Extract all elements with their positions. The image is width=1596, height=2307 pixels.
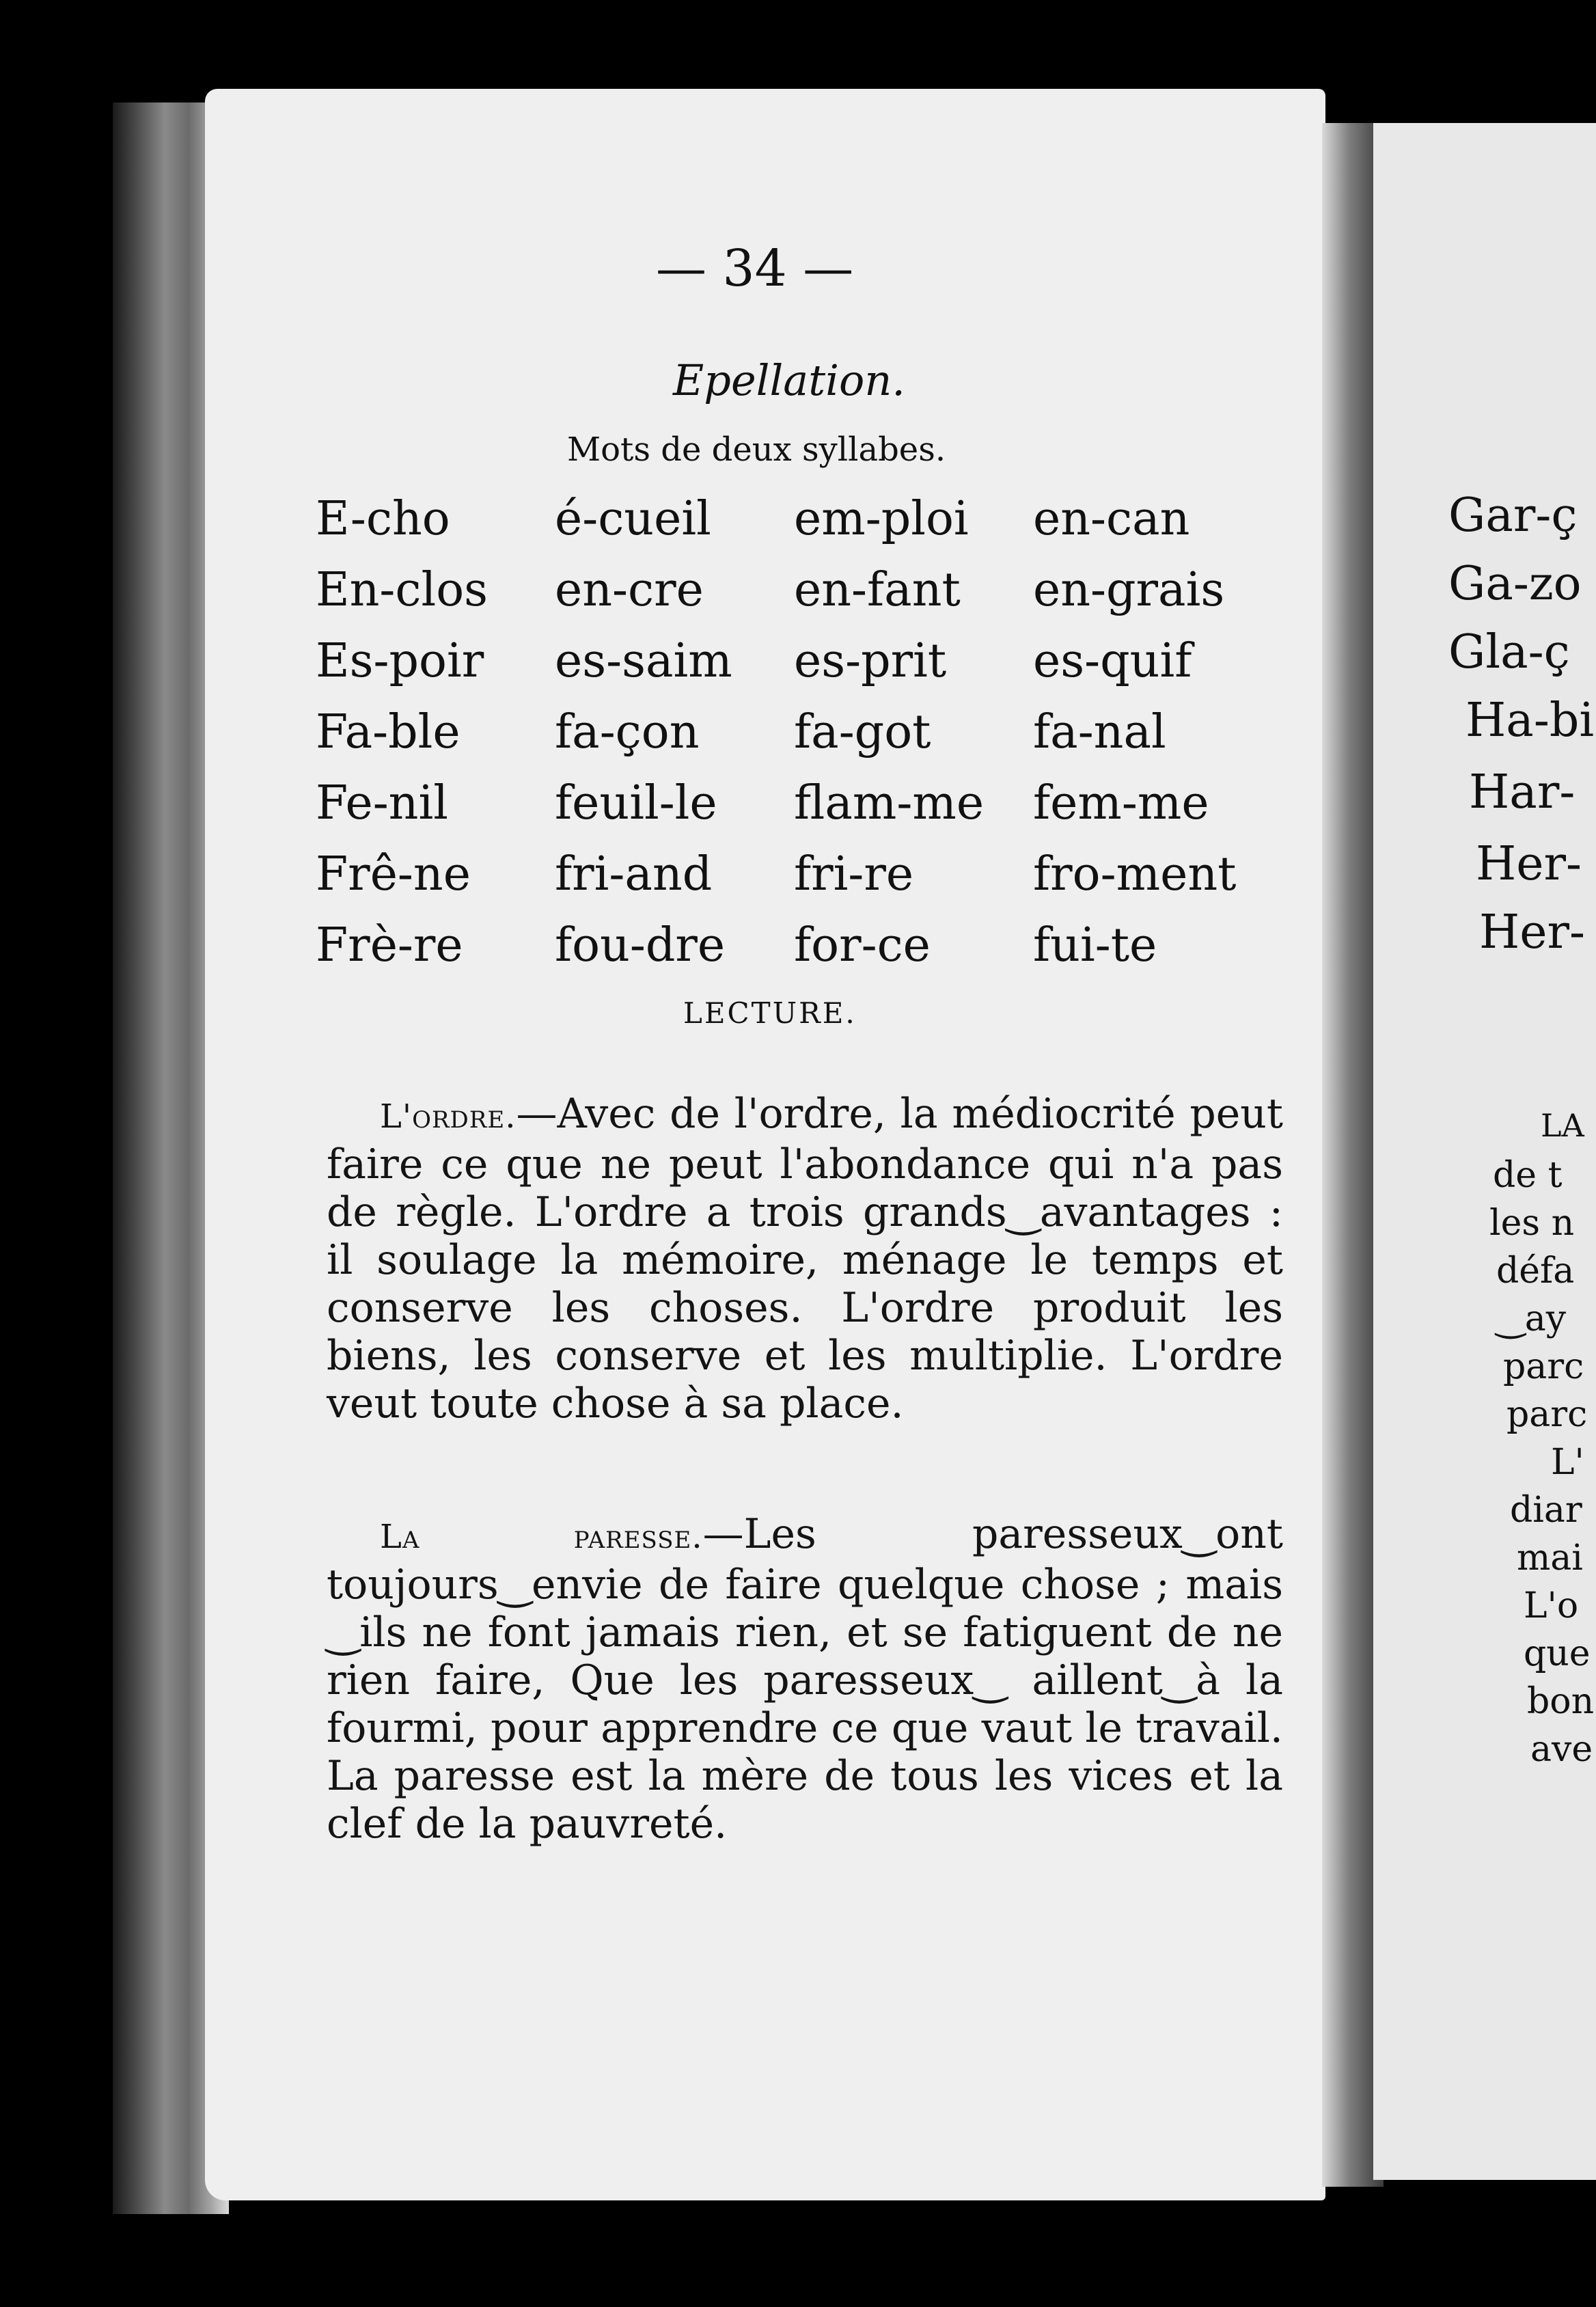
right-page-text: L'o [1524,1585,1579,1626]
word-cell: Frè-re [316,918,463,972]
right-page-text: LA [1541,1107,1584,1144]
paragraph-lead: La paresse. [380,1518,703,1556]
word-cell: Es-poir [316,634,484,688]
word-cell: Fa-ble [316,705,460,759]
word-row [316,705,1340,776]
word-cell: es-quif [1033,634,1192,688]
word-cell: En-clos [316,563,489,617]
word-cell: en-fant [794,563,961,617]
word-cell: é-cueil [555,492,711,546]
right-page-text: L' [1551,1442,1584,1483]
paragraph-ordre [327,1090,1283,1428]
right-page-word: Her- [1479,905,1586,959]
word-cell: Frê-ne [316,847,471,901]
word-cell: en-cre [555,563,704,617]
word-cell: E-cho [316,492,450,546]
word-row [316,847,1340,918]
right-page-word: Har- [1469,765,1576,819]
word-cell: fri-and [555,847,713,901]
word-cell: es-saim [555,634,732,688]
word-cell: fui-te [1033,918,1157,972]
section-title: Epellation. [673,355,905,405]
right-page-word: Gar-ç [1448,489,1578,543]
section-subtitle: Mots de deux syllabes. [567,431,946,469]
word-cell: fem-me [1033,776,1209,830]
word-row [316,918,1340,989]
right-page [1373,123,1596,2180]
right-page-text: parc [1503,1346,1584,1387]
right-page-text: diar [1510,1490,1582,1531]
word-cell: fri-re [794,847,914,901]
right-page-word: Her- [1476,837,1582,891]
right-page-text: les n [1489,1203,1575,1244]
right-page-text: défa [1496,1251,1575,1292]
word-cell: fou-dre [555,918,726,972]
word-row [316,492,1340,563]
word-cell: en-grais [1033,563,1225,617]
word-cell: fa-nal [1033,705,1166,759]
word-cell: en-can [1033,492,1190,546]
word-cell: fa-çon [555,705,700,759]
right-page-text: que [1524,1633,1591,1674]
right-page-text: parc [1506,1394,1588,1435]
right-page-text: de t [1493,1155,1563,1196]
right-page-text: ave [1530,1729,1593,1770]
paragraph-text: —Les paresseux‿ont toujours‿envie de faire quelque chose ; mais ‿ils ne font jamais rien, et se fatiguent de ne rien faire, Que les paresseux‿ aillent‿à la fourmi, pour apprendre ce que vaut le travail. La paresse est la mère de tous les vices et la clef de la pauvreté. [327,1510,1283,1848]
paragraph-text: —Avec de l'ordre, la médiocrité peut faire ce que ne peut l'abondance qui n'a pas de règle. L'ordre a trois grands‿avantages : il soulage la mémoire, ménage le temps et conserve les choses. L'ordre produit les biens, les conserve et les multiplie. L'ordre veut toute chose à sa place. [327,1090,1283,1428]
syllable-word-grid [316,492,1340,989]
word-cell: feuil-le [555,776,717,830]
right-page-word: Gla-ç [1448,625,1570,679]
word-cell: em-ploi [794,492,969,546]
paragraph-paresse [327,1510,1283,1848]
word-cell: for-ce [794,918,931,972]
word-row [316,634,1340,705]
lecture-heading: LECTURE. [683,996,857,1030]
page-number: — 34 — [656,239,854,298]
word-row [316,563,1340,634]
right-page-text: ‿ay [1496,1298,1567,1339]
word-row [316,776,1340,847]
right-page-word: Ga-zo [1448,557,1582,611]
word-cell: fa-got [794,705,931,759]
right-page-text: bon [1527,1681,1595,1722]
right-page-text: mai [1517,1538,1583,1579]
paragraph-lead: L'ordre. [380,1097,517,1136]
word-cell: flam-me [794,776,985,830]
word-cell: es-prit [794,634,947,688]
word-cell: Fe-nil [316,776,448,830]
right-page-word: Ha-bi [1466,694,1595,748]
word-cell: fro-ment [1033,847,1237,901]
